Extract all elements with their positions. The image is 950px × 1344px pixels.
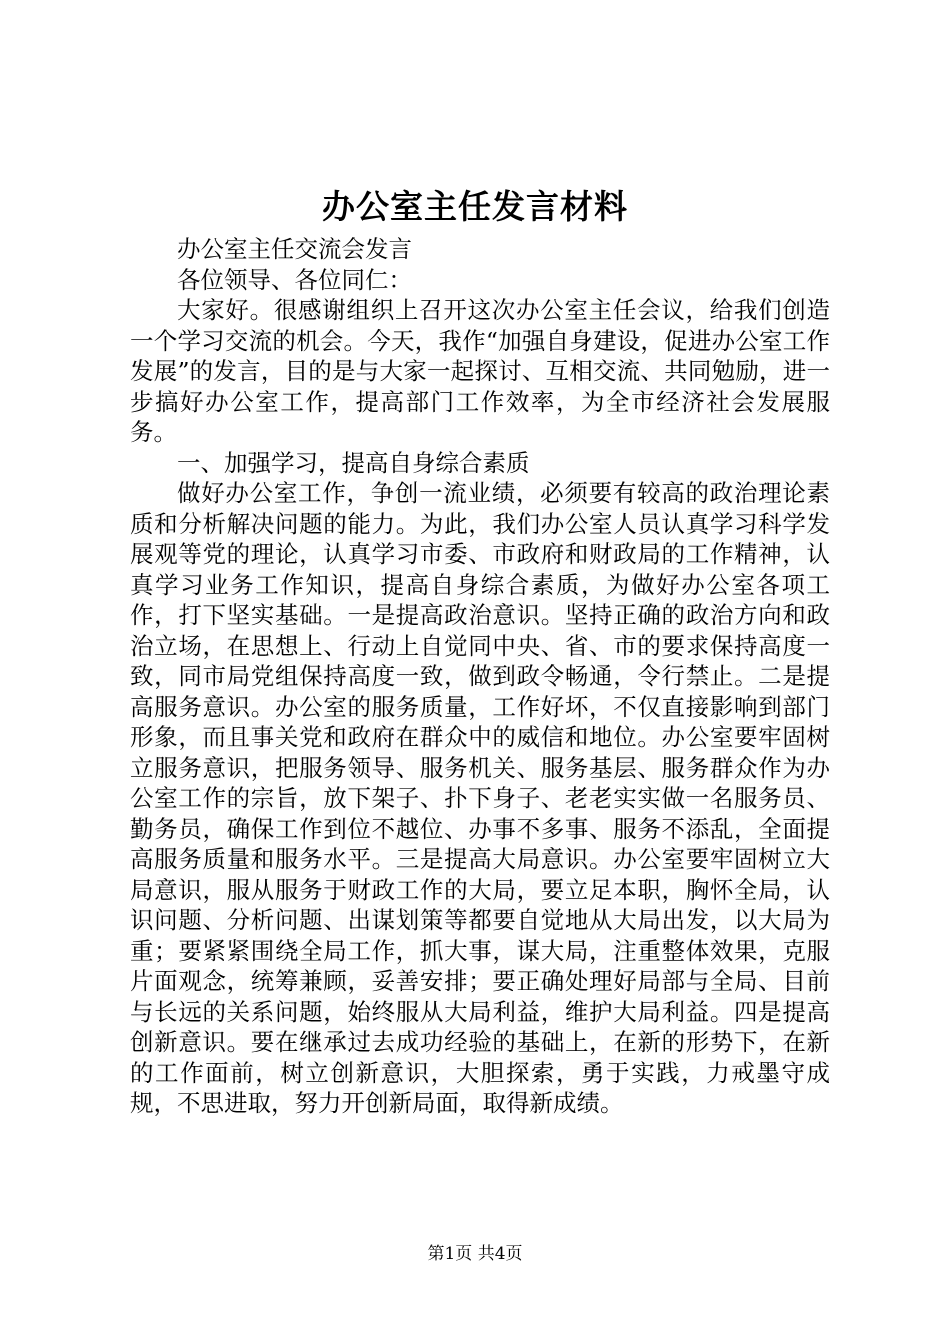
section-heading-1: 一、加强学习，提高自身综合素质 <box>177 448 530 477</box>
document-body <box>130 234 830 1119</box>
paragraph-greeting: 各位领导、各位同仁： <box>177 265 412 294</box>
page-number-footer: 第1页 共4页 <box>427 1244 523 1264</box>
paragraph-section-1: 做好办公室工作，争创一流业绩，必须要有较高的政治理论素质和分析解决问题的能力。为此，我们办公室人员认真学习科学发展观等党的理论，认真学习市委、市政府和财政局的工作精神，认真学习业务工作知识，提高自身综合素质，为做好办公室各项工作，打下坚实基础。一是提高政治意识。坚持正确的政治方向和政治立场，在思想上、行动上自觉同中央、省、市的要求保持高度一致，同市局党组保持高度一致，做到政令畅通，令行禁止。二是提高服务意识。办公室的服务质量，工作好坏，不仅直接影响到部门形象，而且事关党和政府在群众中的威信和地位。办公室要牢固树立服务意识，把服务领导、服务机关、服务基层、服务群众作为办公室工作的宗旨，放下架子、扑下身子、老老实实做一名服务员、勤务员，确保工作到位不越位、办事不多事、服务不添乱，全面提高服务质量和服务水平。三是提高大局意识。办公室要牢固树立大局意识，服从服务于财政工作的大局，要立足本职，胸怀全局，认识问题、分析问题、出谋划策等都要自觉地从大局出发，以大局为重；要紧紧围绕全局工作，抓大事，谋大局，注重整体效果，克服片面观念，统筹兼顾，妥善安排；要正确处理好局部与全局、目前与长远的关系问题，始终服从大局利益，维护大局利益。四是提高创新意识。要在继承过去成功经验的基础上，在新的形势下，在新的工作面前，树立创新意识，大胆探索，勇于实践，力戒墨守成规，不思进取，努力开创新局面，取得新成绩。 <box>130 479 830 1117</box>
document-title: 办公室主任发言材料 <box>322 187 628 226</box>
paragraph-subtitle: 办公室主任交流会发言 <box>177 235 412 263</box>
paragraph-intro: 大家好。很感谢组织上召开这次办公室主任会议，给我们创造一个学习交流的机会。今天，我作“加强自身建设，促进办公室工作发展”的发言，目的是与大家一起探讨、互相交流、共同勉励，进一步搞好办公室工作，提高部门工作效率，为全市经济社会发展服务。 <box>130 296 830 446</box>
